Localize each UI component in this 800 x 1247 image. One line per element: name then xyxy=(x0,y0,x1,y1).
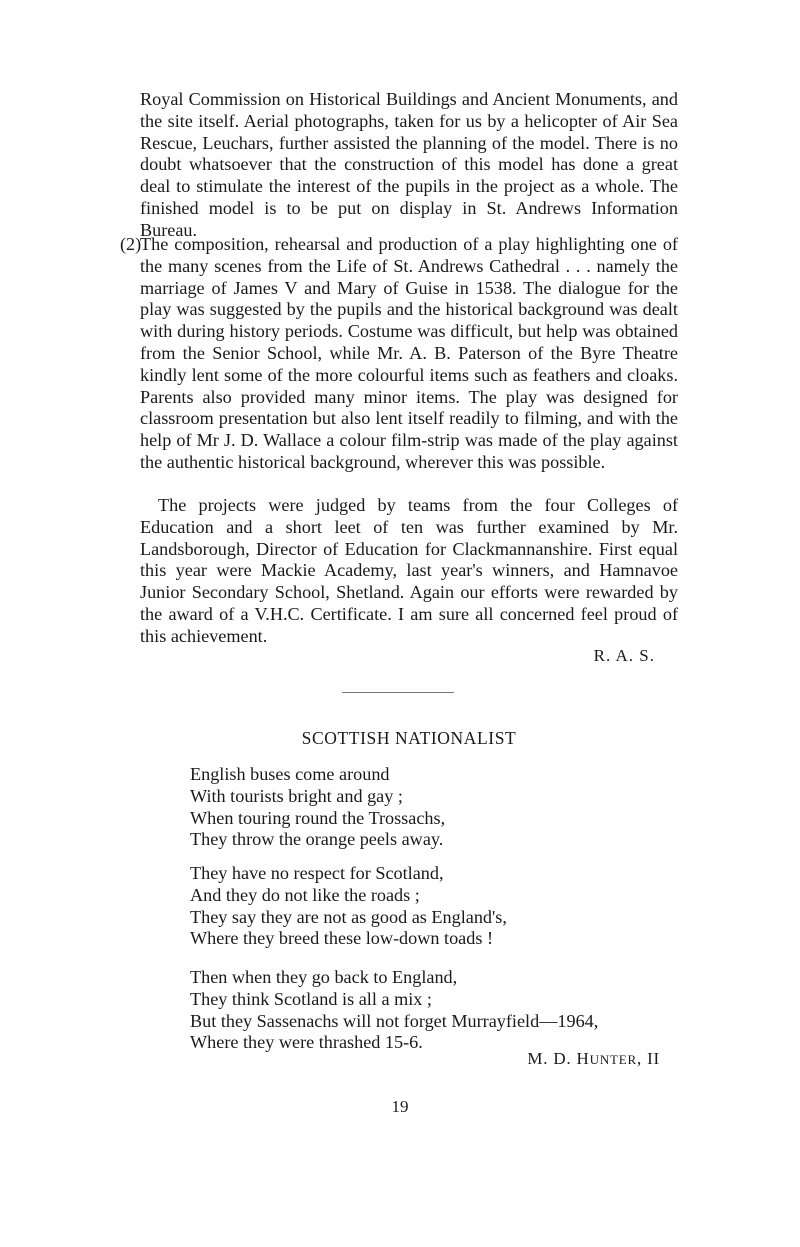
poem-line: They think Scotland is all a mix ; xyxy=(190,988,432,1009)
poem-line: English buses come around xyxy=(190,764,390,784)
poem-line: When touring round the Trossachs, xyxy=(190,807,446,828)
poem-line: They say they are not as good as England's, xyxy=(190,906,507,927)
author-initials: M. D. xyxy=(527,1049,572,1068)
poem-author xyxy=(140,1049,660,1069)
article-signature: R. A. S. xyxy=(593,646,655,665)
item-number: (2) xyxy=(120,234,142,254)
author-surname: HUNTER xyxy=(576,1049,637,1068)
author-class: , II xyxy=(636,1049,660,1068)
poem-title: SCOTTISH NATIONALIST xyxy=(301,728,517,748)
item-2-text: The composition, rehearsal and production of a play highlighting one of the many scenes from the Life of St. Andrews Cathedral . . . namely the marriage of James V and Mary of Guise in 1538. The dialogue for the play was suggested by the pupils and the historical background was dealt with during history periods. Costume was difficult, but help was obtained from the Senior School, while Mr. A. B. Paterson of the Byre Theatre kindly lent some of the more colourful items such as feathers and cloaks. Parents also provided many minor items. The play was designed for classroom presentation but also lent itself readily to filming, and with the help of Mr J. D. Wallace a colour film-strip was made of the play against the authentic historical background, wherever this was possible. xyxy=(140,234,678,472)
article-paragraph-1: Royal Commission on Historical Buildings and Ancient Monuments, and the site itself. Aerial photographs, taken for us by a helicopter of Air Sea Rescue, Leuchars, further assisted the planning of the model. There is no doubt whatsoever that the construction of this model has done a great deal to stimulate the interest of the pupils in the project as a whole. The finished model is to be put on display in St. Andrews Information Bureau. xyxy=(140,89,678,240)
page-number: 19 xyxy=(391,1097,409,1116)
author-surname-rest: UNTER xyxy=(589,1052,637,1067)
article-paragraph-3: The projects were judged by teams from the four Colleges of Education and a short leet of ten was further examined by Mr. Landsborough, Director of Education for Clackmannanshire. First equal this year were Mackie Academy, last year's winners, and Hamnavoe Junior Secondary School, Shetland. Again our efforts were rewarded by the award of a V.H.C. Certificate. I am sure all concerned feel proud of this achievement. xyxy=(140,495,678,646)
poem-line: Where they were thrashed 15-6. xyxy=(190,1032,423,1053)
poem-line: They have no respect for Scotland, xyxy=(190,863,444,883)
article-item-2 xyxy=(120,234,678,474)
poem-line: Where they breed these low-down toads ! xyxy=(190,928,494,949)
poem-line: They throw the orange peels away. xyxy=(190,829,444,850)
poem-stanza-3 xyxy=(190,967,598,1054)
poem-line: Then when they go back to England, xyxy=(190,967,458,987)
section-divider xyxy=(342,692,454,693)
poem-line: But they Sassenachs will not forget Murrayfield—1964, xyxy=(190,1010,599,1031)
poem-stanza-2 xyxy=(190,863,507,950)
poem-line: With tourists bright and gay ; xyxy=(190,785,403,806)
poem-line: And they do not like the roads ; xyxy=(190,884,420,905)
poem-stanza-1 xyxy=(190,764,445,851)
